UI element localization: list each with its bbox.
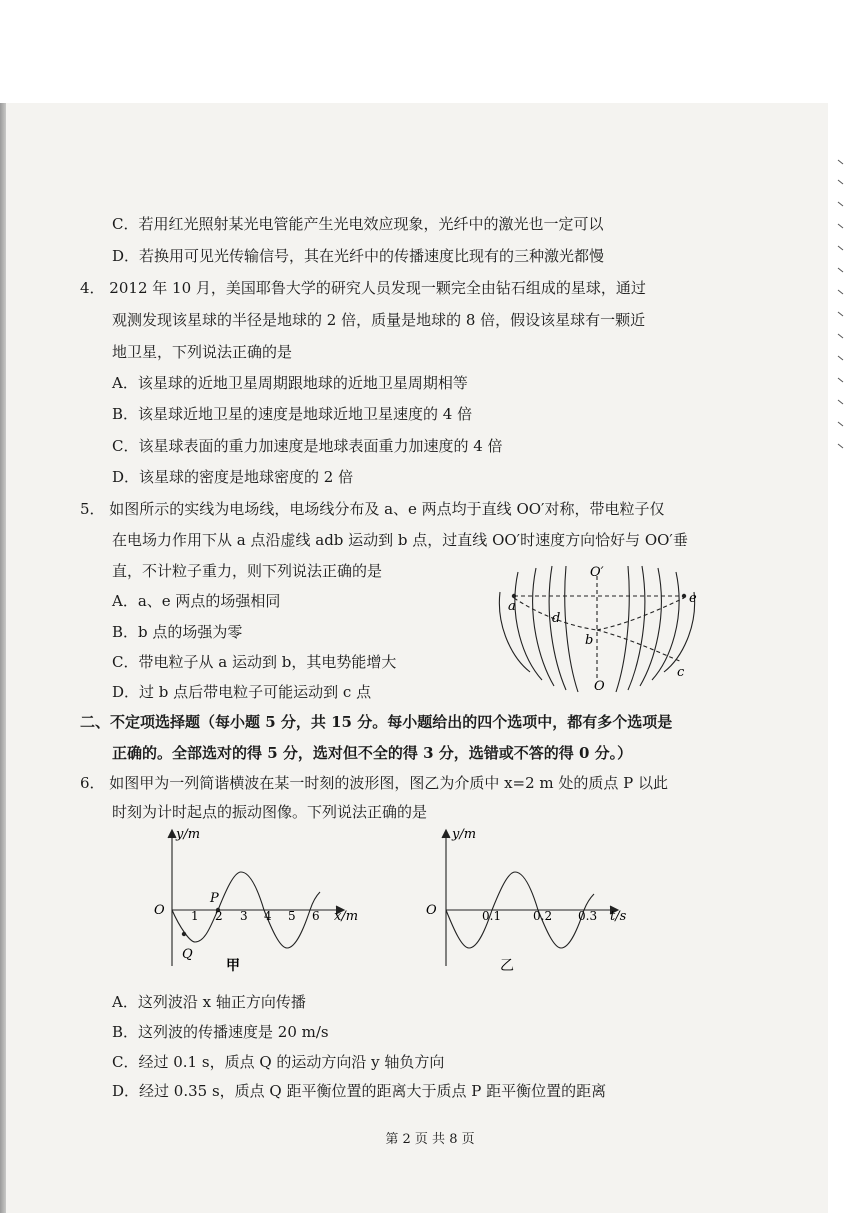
jia-label-Q: Q	[182, 947, 193, 962]
q5-stem-line2: 在电场力作用下从 a 点沿虚线 adb 运动到 b 点，过直线 OO′时速度方向恰好与 OO′垂	[112, 531, 688, 549]
yi-origin: O	[426, 903, 437, 918]
label-O-prime: O′	[590, 565, 604, 580]
label-a: a	[508, 599, 516, 614]
q5-stem-line3: 直，不计粒子重力，则下列说法正确的是	[112, 562, 383, 580]
jia-label-P: P	[210, 891, 219, 906]
vibration-graph-yi	[420, 824, 660, 974]
yi-caption: 乙	[500, 958, 514, 974]
q4-option-d: D．该星球的密度是地球密度的 2 倍	[112, 468, 354, 486]
jia-tick-5: 5	[288, 909, 296, 923]
q5-stem-line1: 5． 如图所示的实线为电场线，电场线分布及 a、e 两点均于直线 OO′对称，带电粒子仅	[80, 500, 665, 518]
yi-tick-0.1: 0.1	[482, 909, 502, 923]
jia-tick-4: 4	[264, 909, 272, 923]
point-a-dot	[512, 594, 516, 598]
yi-tick-0.2: 0.2	[533, 909, 553, 923]
electric-field-figure	[478, 562, 718, 696]
q5-option-c: C．带电粒子从 a 运动到 b，其电势能增大	[112, 653, 397, 671]
jia-tick-6: 6	[312, 909, 320, 923]
q6-option-d: D．经过 0.35 s，质点 Q 距平衡位置的距离大于质点 P 距平衡位置的距离	[112, 1082, 607, 1100]
q4-stem-line3: 地卫星，下列说法正确的是	[112, 343, 293, 361]
q6-stem-line1: 6． 如图甲为一列简谐横波在某一时刻的波形图，图乙为介质中 x=2 m 处的质点 P 以此	[80, 774, 669, 792]
q6-stem-line2: 时刻为计时起点的振动图像。下列说法正确的是	[112, 803, 428, 821]
jia-xlabel: x/m	[334, 909, 359, 924]
section2-header-line2: 正确的。全部选对的得 5 分，选对但不全的得 3 分，选错或不答的得 0 分。）	[112, 744, 633, 762]
jia-origin: O	[154, 903, 165, 918]
q5-option-d: D．过 b 点后带电粒子可能运动到 c 点	[112, 683, 372, 701]
q5-option-a: A．a、e 两点的场强相同	[112, 592, 281, 610]
label-c: c	[677, 665, 685, 680]
jia-ylabel: y/m	[176, 827, 201, 842]
wave-graph-jia	[146, 824, 366, 974]
yi-xlabel: t/s	[610, 909, 627, 924]
label-b: b	[585, 633, 594, 648]
jia-tick-3: 3	[240, 909, 248, 923]
binding-margin-marks	[834, 150, 846, 470]
point-e-dot	[682, 594, 686, 598]
q3-option-d: D．若换用可见光传输信号，其在光纤中的传播速度比现有的三种激光都慢	[112, 247, 605, 265]
point-Q	[182, 932, 186, 936]
page-footer: 第 2 页 共 8 页	[385, 1132, 475, 1147]
q5-option-b: B．b 点的场强为零	[112, 623, 243, 641]
yi-ylabel: y/m	[452, 827, 477, 842]
q6-option-b: B．这列波的传播速度是 20 m/s	[112, 1023, 329, 1041]
jia-tick-2: 2	[215, 909, 223, 923]
label-e: e	[689, 591, 697, 606]
label-O: O	[594, 679, 605, 694]
jia-tick-1: 1	[191, 909, 199, 923]
yi-tick-0.3: 0.3	[578, 909, 598, 923]
q4-stem-line1: 4． 2012 年 10 月，美国耶鲁大学的研究人员发现一颗完全由钻石组成的星球，通过	[80, 279, 646, 297]
section2-header-line1: 二、不定项选择题（每小题 5 分，共 15 分。每小题给出的四个选项中，都有多个选项是	[80, 713, 673, 731]
q3-option-c: C．若用红光照射某光电管能产生光电效应现象，光纤中的激光也一定可以	[112, 215, 604, 233]
label-d: d	[552, 611, 561, 626]
q4-option-c: C．该星球表面的重力加速度是地球表面重力加速度的 4 倍	[112, 437, 503, 455]
q6-option-c: C．经过 0.1 s，质点 Q 的运动方向沿 y 轴负方向	[112, 1053, 445, 1071]
q6-option-a: A．这列波沿 x 轴正方向传播	[112, 993, 306, 1011]
q4-option-a: A．该星球的近地卫星周期跟地球的近地卫星周期相等	[112, 374, 468, 392]
q4-option-b: B．该星球近地卫星的速度是地球近地卫星速度的 4 倍	[112, 405, 473, 423]
jia-caption: 甲	[226, 958, 240, 974]
q4-stem-line2: 观测发现该星球的半径是地球的 2 倍，质量是地球的 8 倍，假设该星球有一颗近	[112, 311, 646, 329]
